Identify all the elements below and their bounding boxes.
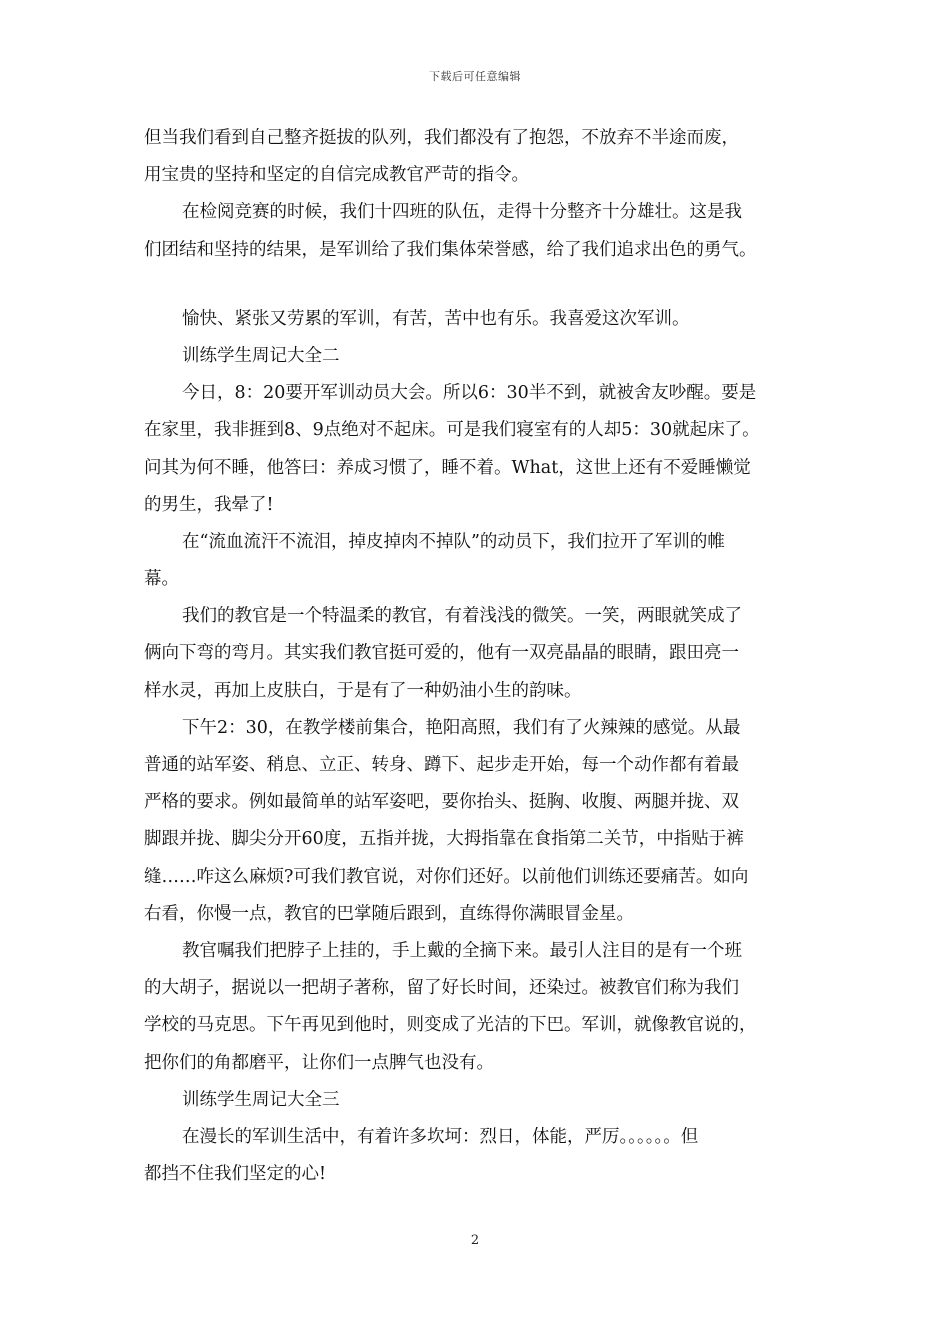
text-line: 样水灵，再加上皮肤白，于是有了一种奶油小生的韵味。 [144,680,582,701]
text-line: 今日，8：20要开军训动员大会。所以6：30半不到，就被舍友吵醒。要是 [182,383,757,404]
text-line: 脚跟并拢、脚尖分开60度，五指并拢，大拇指靠在食指第二关节，中指贴于裤 [144,829,744,850]
paragraph-gap [144,269,824,301]
text-line: 在检阅竞赛的时候，我们十四班的队伍，走得十分整齐十分雄壮。这是我 [182,202,742,223]
text-line: 在家里，我非捱到8、9点绝对不起床。可是我们寝室有的人却5：30就起床了。 [144,420,760,441]
text-line: 俩向下弯的弯月。其实我们教官挺可爱的，他有一双亮晶晶的眼睛，跟田亮一 [144,643,739,664]
page-number: 2 [470,1233,480,1248]
text-line: 的男生，我晕了! [144,494,274,515]
page-header: 下载后可任意编辑 [429,70,521,83]
text-line: 把你们的角都磨平，让你们一点脾气也没有。 [144,1052,494,1073]
text-line: 问其为何不睡，他答曰：养成习惯了，睡不着。What，这世上还有不爱睡懒觉 [144,457,751,478]
text-line: 我们的教官是一个特温柔的教官，有着浅浅的微笑。一笑，两眼就笑成了 [182,606,742,627]
text-line: 愉快、紧张又劳累的军训，有苦，苦中也有乐。我喜爱这次军训。 [182,308,690,329]
text-line: 缝……咋这么麻烦?可我们教官说，对你们还好。以前他们训练还要痛苦。如向 [144,866,749,887]
text-line: 在漫长的军训生活中，有着许多坎坷：烈日，体能，严厉。。。。。。但 [182,1126,699,1147]
text-line: 严格的要求。例如最简单的站军姿吧，要你抬头、挺胸、收腹、两腿并拢、双 [144,792,739,813]
document-body [144,120,824,1193]
text-line: 右看，你慢一点，教官的巴掌随后跟到，直练得你满眼冒金星。 [144,903,634,924]
text-line: 都挡不住我们坚定的心! [144,1164,327,1185]
text-line: 教官嘱我们把脖子上挂的，手上戴的全摘下来。最引人注目的是有一个班 [182,940,742,961]
text-line: 们团结和坚持的结果，是军训给了我们集体荣誉感，给了我们追求出色的勇气。 [144,239,757,260]
text-line: 在“流血流汗不流泪，掉皮掉肉不掉队”的动员下，我们拉开了军训的帷 [182,531,725,552]
text-line: 学校的马克思。下午再见到他时，则变成了光洁的下巴。军训，就像教官说的， [144,1015,757,1036]
section-heading: 训练学生周记大全二 [182,345,340,366]
text-line: 的大胡子，据说以一把胡子著称，留了好长时间，还染过。被教官们称为我们 [144,978,739,999]
text-line: 用宝贵的坚持和坚定的自信完成教官严苛的指令。 [144,165,529,186]
text-line: 普通的站军姿、稍息、立正、转身、蹲下、起步走开始，每一个动作都有着最 [144,755,739,775]
text-line: 幕。 [144,569,179,590]
section-heading: 训练学生周记大全三 [182,1089,340,1110]
text-line: 但当我们看到自己整齐挺拔的队列，我们都没有了抱怨，不放弃不半途而废， [144,128,739,148]
text-line: 下午2：30，在教学楼前集合，艳阳高照，我们有了火辣辣的感觉。从最 [182,717,741,738]
